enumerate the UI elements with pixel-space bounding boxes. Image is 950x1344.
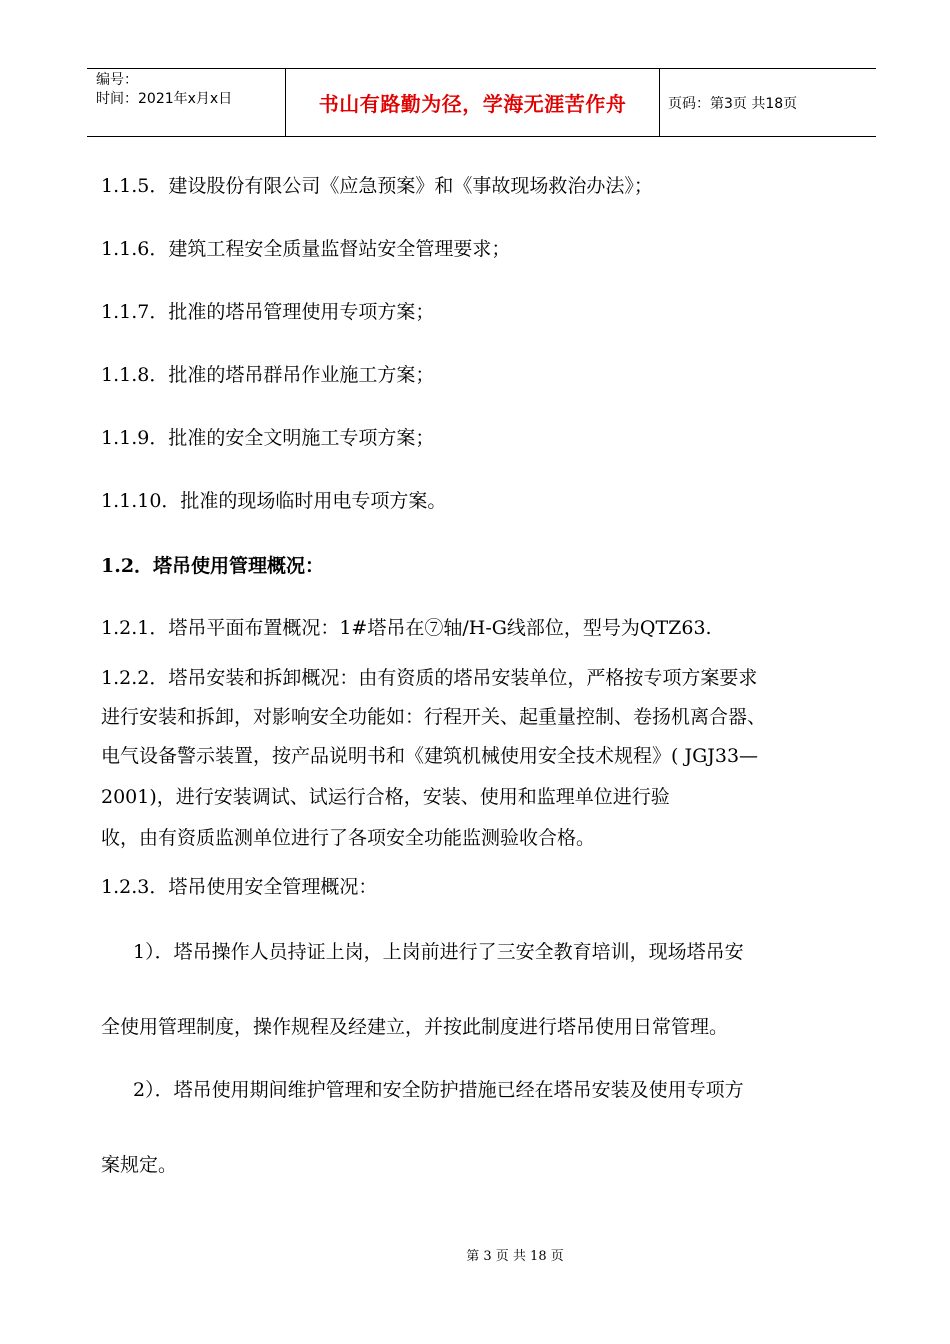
header-time: 时间：2021年x月x日: [96, 91, 233, 107]
line-1-2-2-d: 2001)，进行安装调试、试运行合格，安装、使用和监理单位进行验: [101, 786, 670, 808]
line-1-1-5: 1.1.5．建设股份有限公司《应急预案》和《事故现场救治办法》；: [101, 175, 653, 197]
header-number: 编号：: [96, 72, 138, 88]
line-1-1-7: 1.1.7．批准的塔吊管理使用专项方案；: [101, 301, 435, 323]
header-page-number: 页码：第3页 共18页: [668, 95, 798, 112]
line-1-1-9: 1.1.9．批准的安全文明施工专项方案；: [101, 427, 435, 449]
line-1-2-2-a: 1.2.2．塔吊安装和拆卸概况：由有资质的塔吊安装单位，严格按专项方案要求: [101, 667, 758, 689]
line-1-2-2-b: 进行安装和拆卸，对影响安全功能如：行程开关、起重量控制、卷扬机离合器、: [101, 706, 767, 728]
line-1-1-8: 1.1.8．批准的塔吊群吊作业施工方案；: [101, 364, 435, 386]
line-1-2-1: 1.2.1．塔吊平面布置概况：1#塔吊在⑦轴/H-G线部位，型号为QTZ63.: [101, 617, 712, 639]
header-slogan: 书山有路勤为径，学海无涯苦作舟: [286, 69, 660, 136]
section-heading-1-2: 1.2．塔吊使用管理概况：: [101, 555, 325, 577]
line-1-2-2-e: 收，由有资质监测单位进行了各项安全功能监测验收合格。: [101, 827, 596, 849]
item-1-line-a: 1）．塔吊操作人员持证上岗，上岗前进行了三安全教育培训，现场塔吊安: [133, 941, 744, 963]
line-1-1-10: 1.1.10．批准的现场临时用电专项方案。: [101, 490, 447, 512]
line-1-2-2-c: 电气设备警示装置，按产品说明书和《建筑机械使用安全技术规程》( JGJ33—: [101, 745, 759, 767]
item-2-line-a: 2）．塔吊使用期间维护管理和安全防护措施已经在塔吊安装及使用专项方: [133, 1079, 744, 1101]
item-1-line-b: 全使用管理制度，操作规程及经建立，并按此制度进行塔吊使用日常管理。: [101, 1016, 729, 1038]
item-2-line-b: 案规定。: [101, 1154, 178, 1176]
line-1-2-3: 1.2.3．塔吊使用安全管理概况：: [101, 876, 378, 898]
line-1-1-6: 1.1.6．建筑工程安全质量监督站安全管理要求；: [101, 238, 511, 260]
page-header: [87, 68, 876, 137]
header-meta: [87, 69, 286, 136]
page-footer: 第 3 页 共 18 页: [466, 1249, 564, 1264]
